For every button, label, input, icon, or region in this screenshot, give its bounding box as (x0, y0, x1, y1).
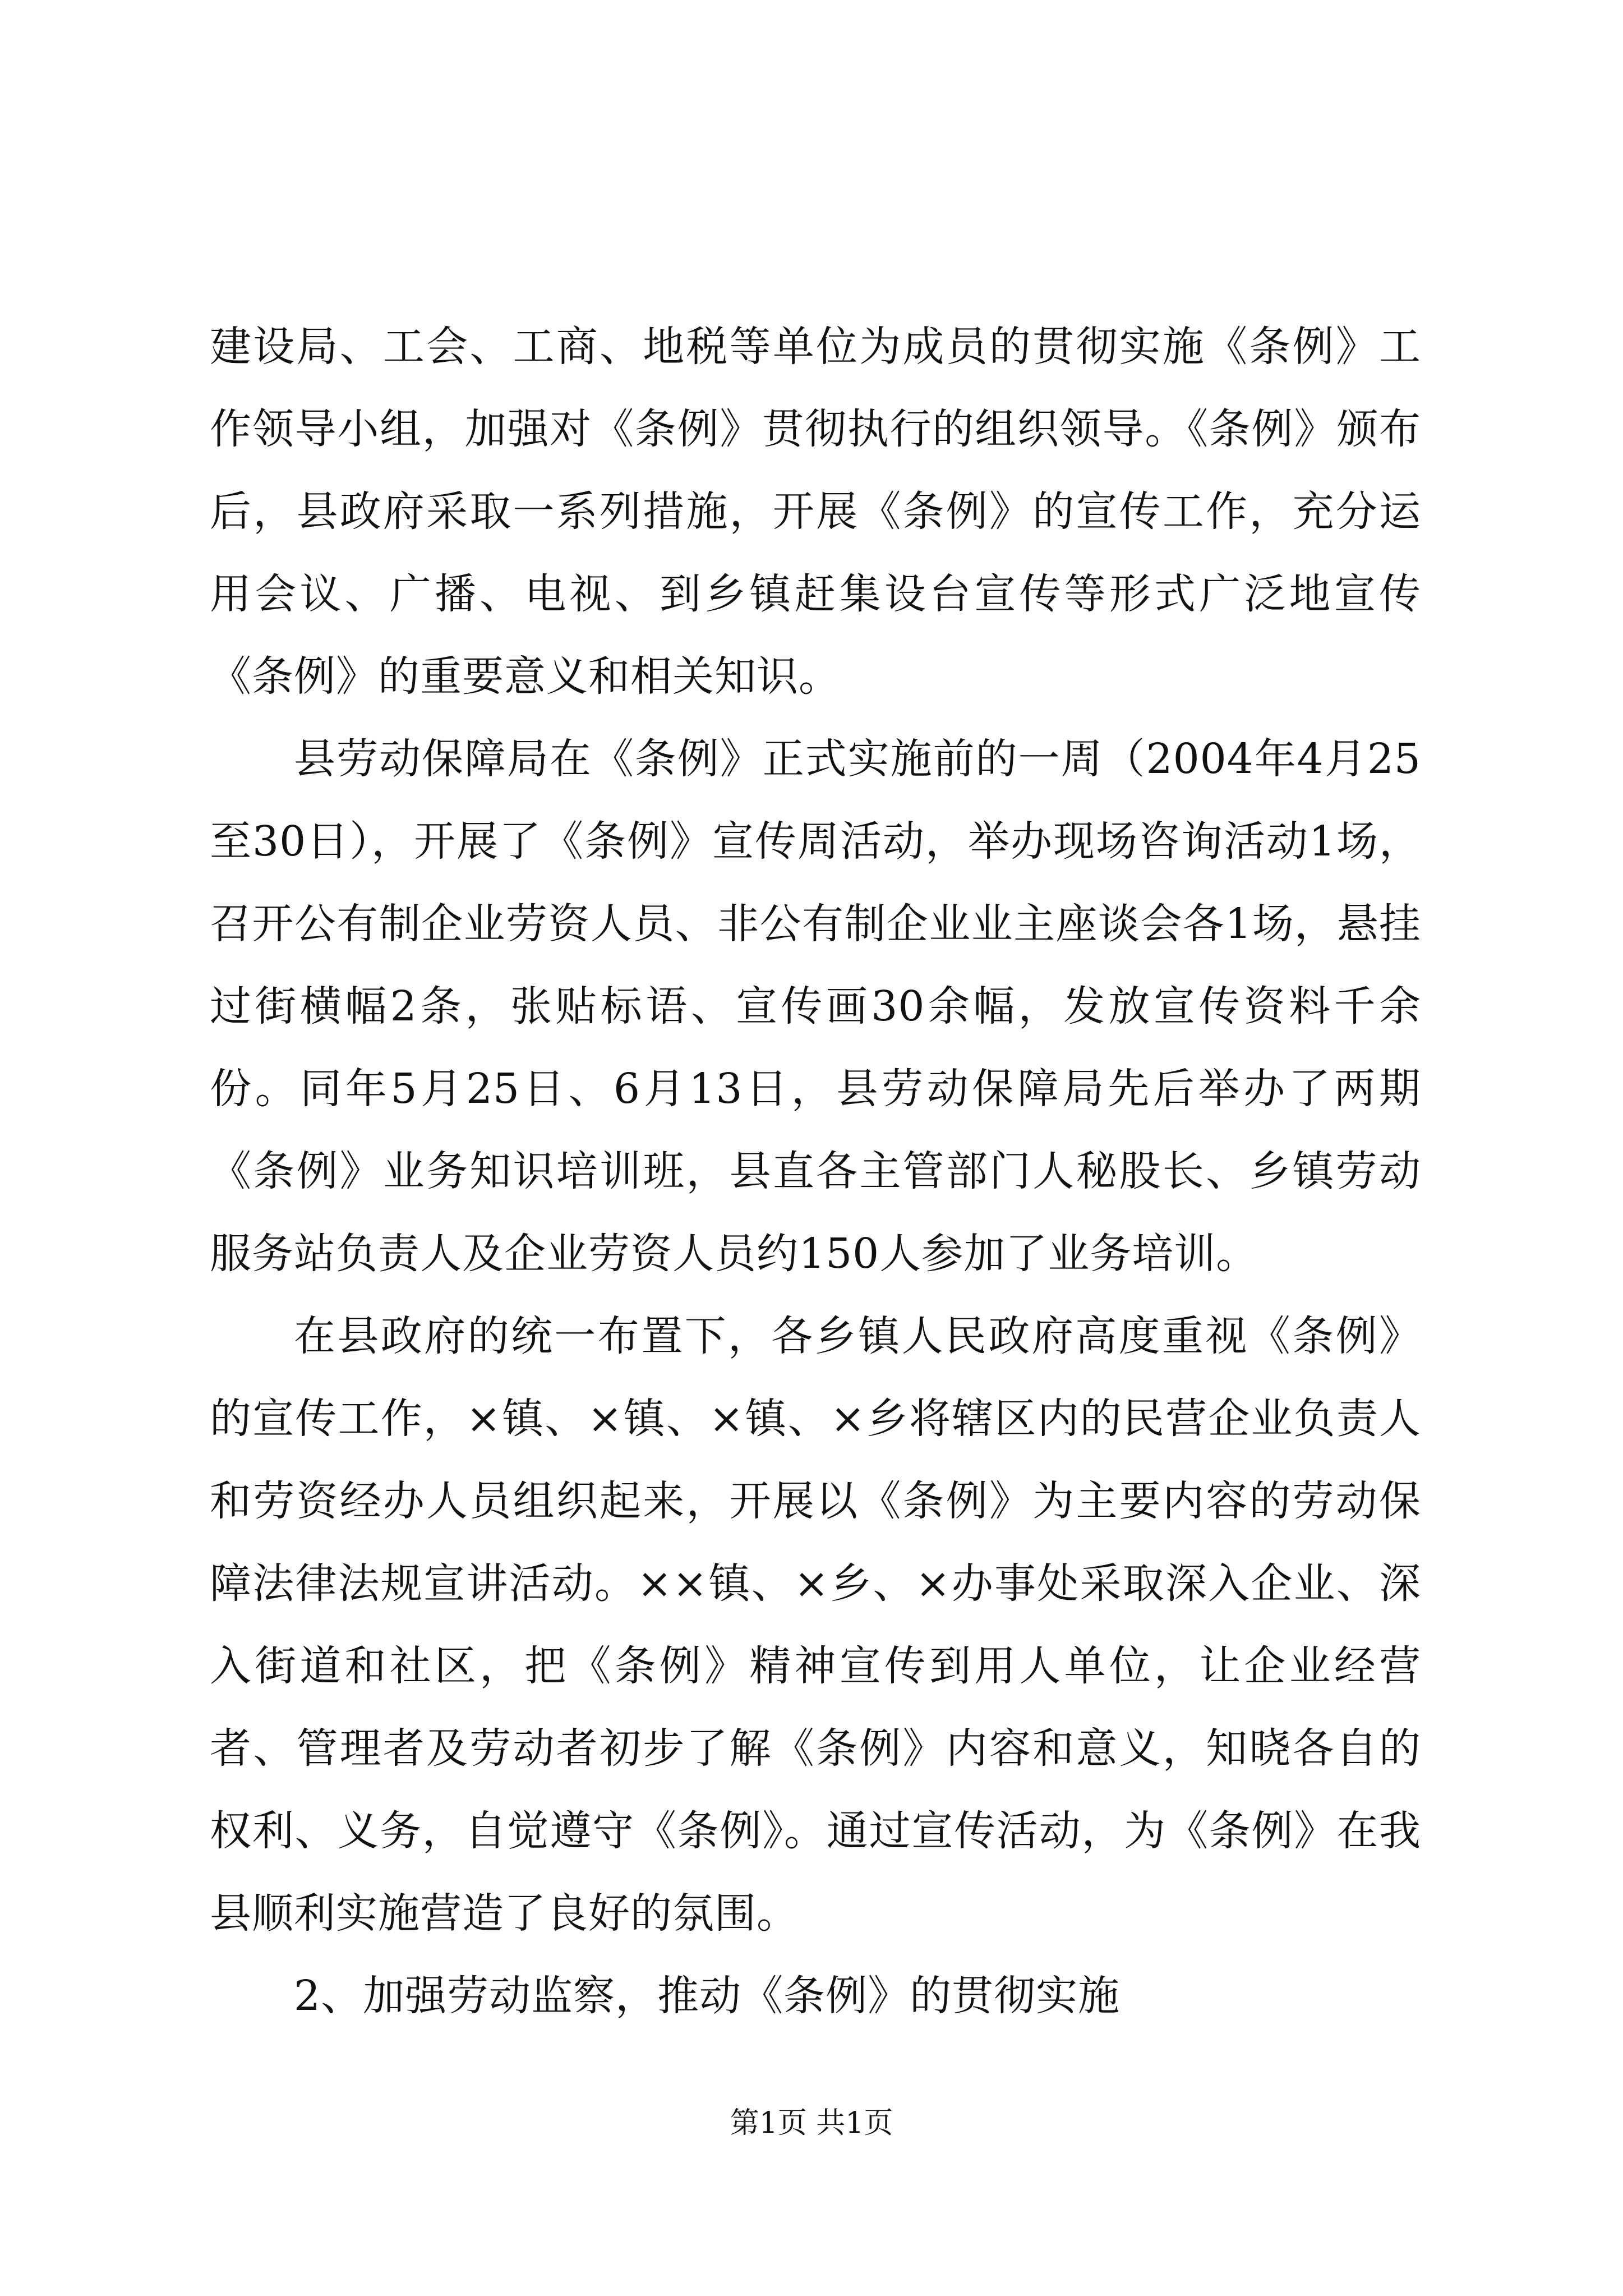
paragraph-publicity-week: 县劳动保障局在《条例》正式实施前的一周（2004年4月25至30日），开展了《条例》宣传周活动，举办现场咨询活动1场，召开公有制企业劳资人员、非公有制企业业主座谈会各1场，悬挂过街横幅2条，张贴标语、宣传画30余幅，发放宣传资料千余份。同年5月25日、6月13日，县劳动保障局先后举办了两期《条例》业务知识培训班，县直各主管部门人秘股长、乡镇劳动服务站负责人及企业劳资人员约150人参加了业务培训。 (210, 735, 1421, 1278)
document-body (210, 306, 1421, 2037)
page-number-footer: 第1页 共1页 (730, 2106, 893, 2140)
paragraph-township-publicity: 在县政府的统一布置下，各乡镇人民政府高度重视《条例》的宣传工作，×镇、×镇、×镇、×乡将辖区内的民营企业负责人和劳资经办人员组织起来，开展以《条例》为主要内容的劳动保障法律法规宣讲活动。××镇、×乡、×办事处采取深入企业、深入街道和社区，把《条例》精神宣传到用人单位，让企业经营者、管理者及劳动者初步了解《条例》内容和意义，知晓各自的权利、义务，自觉遵守《条例》。通过宣传活动，为《条例》在我县顺利实施营造了良好的氛围。 (210, 1312, 1421, 1938)
paragraph-continuation: 建设局、工会、工商、地税等单位为成员的贯彻实施《条例》工作领导小组，加强对《条例》贯彻执行的组织领导。《条例》颁布后，县政府采取一系列措施，开展《条例》的宣传工作，充分运用会议、广播、电视、到乡镇赶集设台宣传等形式广泛地宣传《条例》的重要意义和相关知识。 (210, 323, 1421, 701)
section-heading-labor-inspection: 2、加强劳动监察，推动《条例》的贯彻实施 (294, 1972, 1121, 2020)
